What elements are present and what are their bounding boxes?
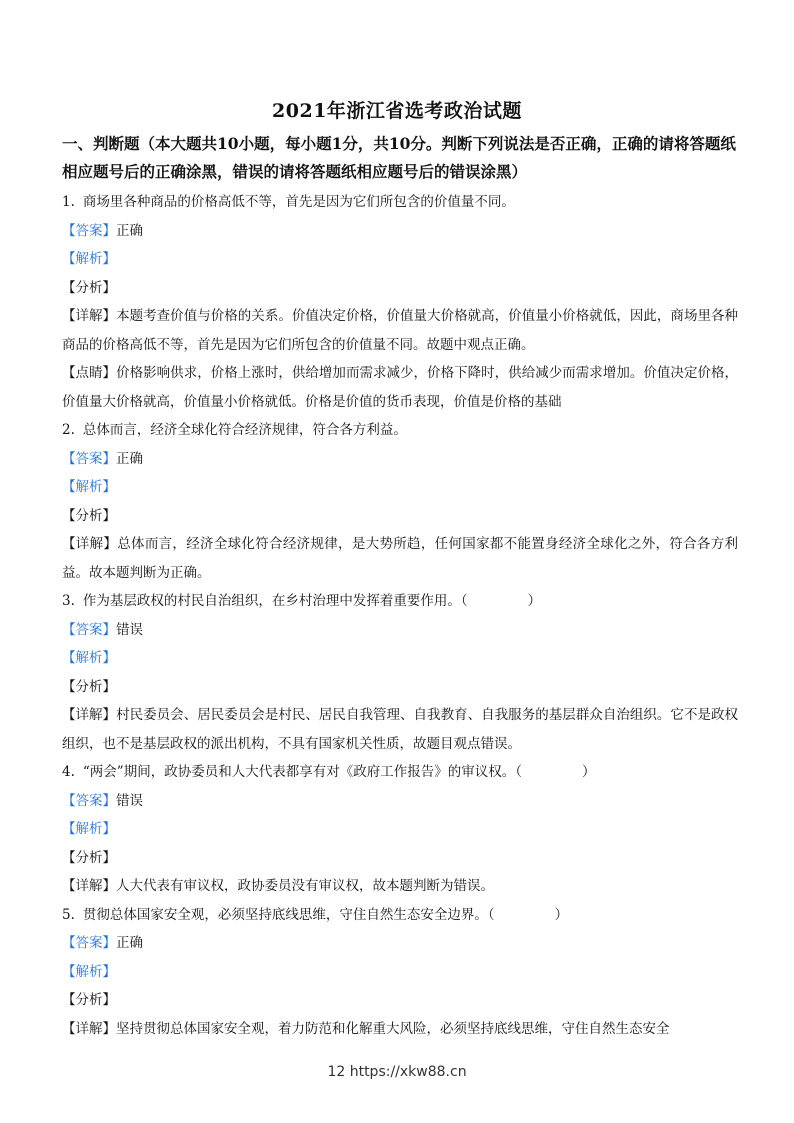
answer-row <box>62 787 738 816</box>
answer-value: 正确 <box>116 450 143 467</box>
answer-row <box>62 445 738 474</box>
detail-row <box>62 1015 738 1044</box>
answer-value: 错误 <box>116 621 143 638</box>
answer-row <box>62 217 738 246</box>
fenxi-tag: 【分析】 <box>62 507 116 524</box>
analysis-tag: 【解析】 <box>62 251 116 267</box>
detail-text: 村民委员会、居民委员会是村民、居民自我管理、自我教育、自我服务的基层群众自治组织。它不是政权组织，也不是基层政权的派出机构，不具有国家机关性质，故题目观点错误。 <box>62 707 739 752</box>
fenxi-tag: 【分析】 <box>62 279 116 296</box>
question-5 <box>62 901 738 930</box>
question-text: 总体而言，经济全球化符合经济规律，符合各方利益。 <box>82 422 407 438</box>
fenxi-tag: 【分析】 <box>62 678 116 695</box>
fenxi-tag: 【分析】 <box>62 992 116 1008</box>
answer-value: 错误 <box>116 792 143 809</box>
question-number: 5. <box>62 906 75 923</box>
answer-tag: 【答案】 <box>62 792 116 809</box>
analysis-tag: 【解析】 <box>62 821 116 837</box>
detail-row <box>62 872 738 901</box>
detail-row <box>62 302 738 359</box>
answer-value: 正确 <box>116 935 143 951</box>
page-footer: 12 https://xkw88.cn <box>327 1064 467 1080</box>
fenxi-tag: 【分析】 <box>62 849 116 866</box>
paren-close: ） <box>581 764 596 780</box>
answer-tag: 【答案】 <box>62 935 116 951</box>
answer-tag: 【答案】 <box>62 450 116 467</box>
detail-tag: 【详解】 <box>62 878 116 894</box>
section-heading: 一、判断题（本大题共10小题，每小题1分，共10分。判断下列说法是否正确，正确的请将答题纸相应题号后的正确涂黑，错误的请将答题纸相应题号后的错误涂黑） <box>62 134 736 181</box>
detail-tag: 【详解】 <box>62 536 118 552</box>
page-title: 2021年浙江省选考政治试题 <box>272 100 522 122</box>
analysis-tag: 【解析】 <box>62 963 116 980</box>
answer-value: 正确 <box>116 222 143 239</box>
detail-tag: 【详解】 <box>62 1020 116 1037</box>
answer-row <box>62 929 738 958</box>
question-text: 商场里各种商品的价格高低不等，首先是因为它们所包含的价值量不同。 <box>82 194 515 210</box>
paren-close: ） <box>554 906 569 923</box>
dianjing-text: 价格影响供求，价格上涨时，供给增加而需求减少，价格下降时，供给减少而需求增加。价值决定价格，价值量大价格就高，价值量小价格就低。价格是价值的货币表现，价值是价格的基础 <box>62 365 739 410</box>
answer-tag: 【答案】 <box>62 621 116 638</box>
question-number: 2. <box>62 422 75 438</box>
analysis-tag: 【解析】 <box>62 479 116 495</box>
question-2 <box>62 416 738 445</box>
question-3 <box>62 587 738 616</box>
question-text: 作为基层政权的村民自治组织，在乡村治理中发挥着重要作用。（ <box>82 593 468 609</box>
detail-row <box>62 701 738 758</box>
detail-tag: 【详解】 <box>62 707 117 723</box>
answer-row <box>62 616 738 645</box>
question-number: 4. <box>62 764 75 780</box>
detail-text: 本题考查价值与价格的关系。价值决定价格，价值量大价格就高，价值量小价格就低，因此，商场里各种商品的价格高低不等，首先是因为它们所包含的价值量不同。故题中观点正确。 <box>62 308 739 353</box>
analysis-tag: 【解析】 <box>62 650 116 666</box>
paren-close: ） <box>527 593 542 609</box>
detail-row <box>62 530 738 587</box>
question-number: 1. <box>62 194 75 210</box>
detail-text: 总体而言，经济全球化符合经济规律，是大势所趋，任何国家都不能置身经济全球化之外，符合各方利益。故本题判断为正确。 <box>62 536 739 581</box>
question-1 <box>62 188 738 217</box>
question-4 <box>62 758 738 787</box>
answer-tag: 【答案】 <box>62 222 116 239</box>
dianjing-tag: 【点睛】 <box>62 365 117 381</box>
detail-tag: 【详解】 <box>62 308 117 324</box>
detail-text: 人大代表有审议权，政协委员没有审议权，故本题判断为错误。 <box>116 878 494 894</box>
detail-text: 坚持贯彻总体国家安全观，着力防范和化解重大风险，必须坚持底线思维，守住自然生态安全 <box>116 1020 670 1037</box>
document-content <box>62 130 738 1043</box>
question-number: 3. <box>62 593 75 609</box>
dianjing-row <box>62 359 738 416</box>
question-text: “两会”期间，政协委员和人大代表都享有对《政府工作报告》的审议权。（ <box>82 764 522 780</box>
question-text: 贯彻总体国家安全观，必须坚持底线思维，守住自然生态安全边界。（ <box>82 906 495 923</box>
